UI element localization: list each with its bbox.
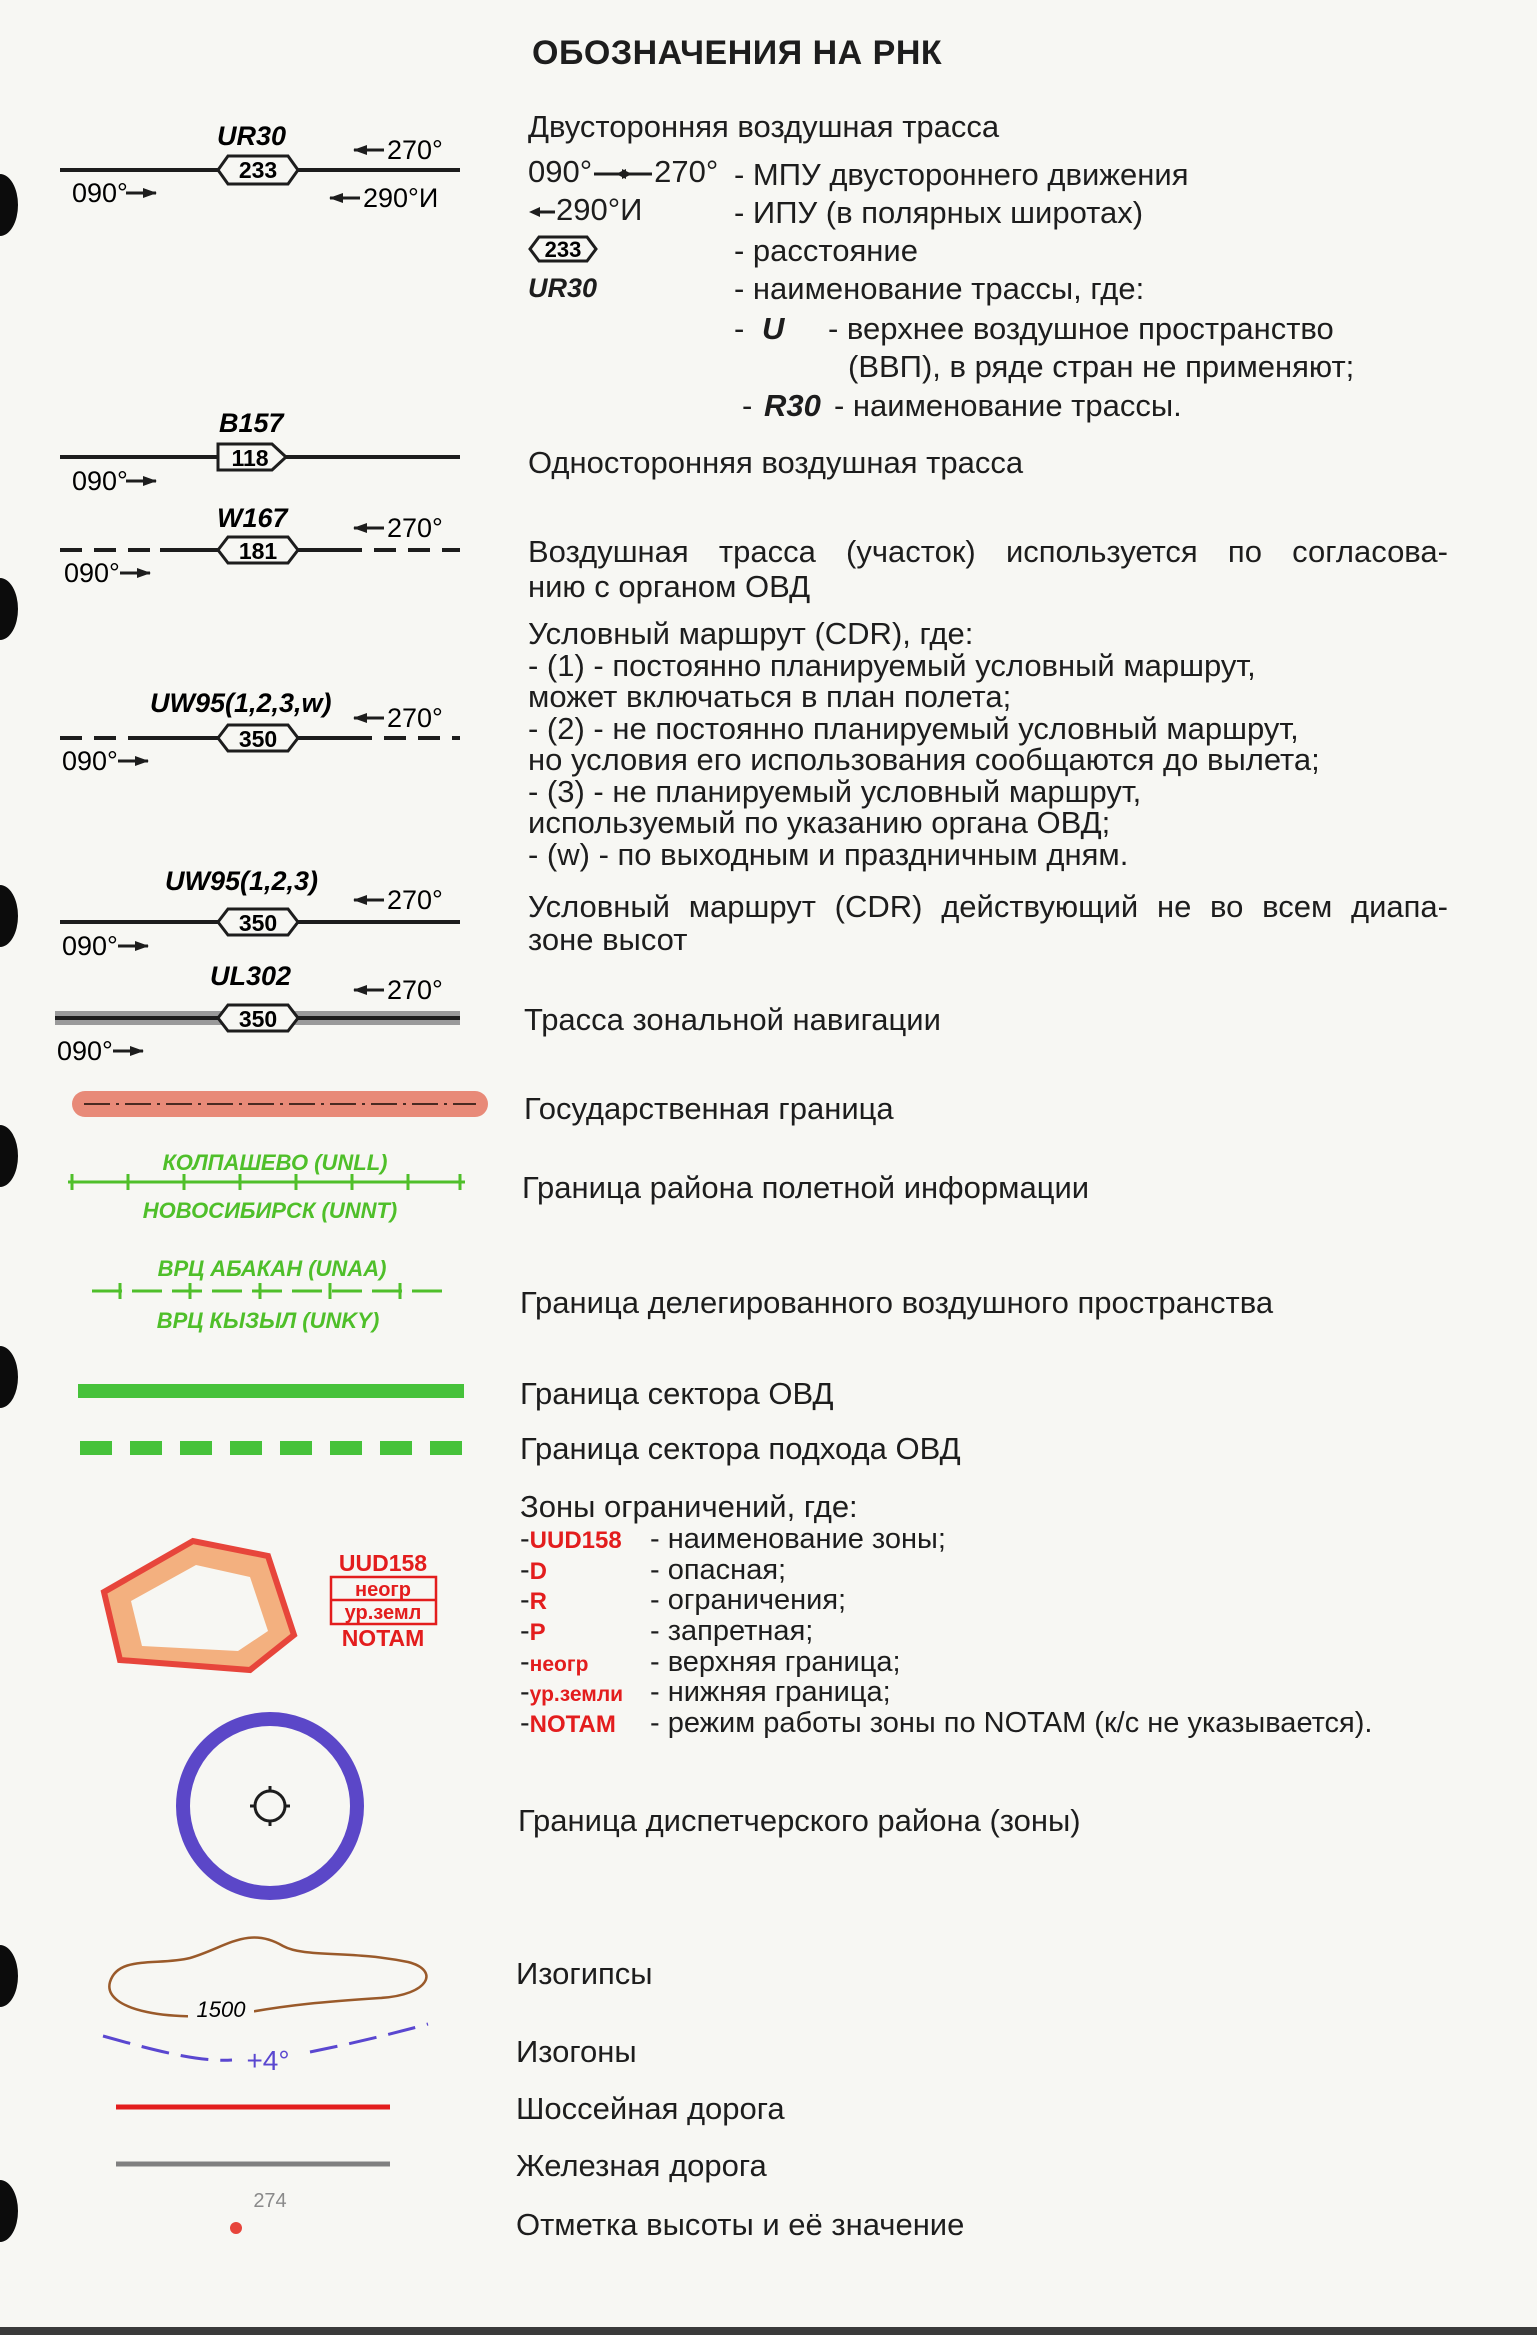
legend-ipu-text: - ИПУ (в полярных широтах)	[734, 195, 1144, 230]
svg-text:НОВОСИБИРСК (UNNT): НОВОСИБИРСК (UNNT)	[142, 1198, 398, 1223]
symbols-column	[0, 0, 560, 2335]
airway-coord-line1: Воздушная трасса (участок) используется по согласова-	[528, 534, 1448, 569]
sector-boundary-symbol	[78, 1384, 464, 1398]
cdr-partial-line1: Условный маршрут (CDR) действующий не во всем диапа-	[528, 889, 1448, 924]
svg-text:UL302: UL302	[210, 961, 292, 991]
svg-text:350: 350	[238, 726, 278, 752]
legend-sub1-key: U	[762, 311, 785, 346]
control-zone-symbol	[183, 1719, 357, 1893]
svg-text:090°: 090°	[62, 746, 118, 776]
airway-coordinated-symbol	[60, 503, 460, 588]
svg-text:NOTAM: NOTAM	[341, 1625, 425, 1651]
rnav-text: Трасса зональной навигации	[524, 1002, 941, 1037]
restricted-legend	[520, 1523, 1373, 1740]
svg-text:270°: 270°	[387, 703, 443, 733]
svg-text:350: 350	[238, 910, 278, 936]
page-bottom-edge	[0, 2327, 1537, 2335]
page-title: ОБОЗНАЧЕНИЯ НА РНК	[532, 34, 943, 72]
state-border-symbol	[72, 1091, 488, 1117]
svg-text:UW95(1,2,3): UW95(1,2,3)	[165, 866, 319, 896]
isogon-symbol	[103, 2024, 428, 2076]
legend-distance-text: - расстояние	[734, 233, 918, 268]
airway-twoway-header: Двусторонняя воздушная трасса	[528, 109, 1000, 144]
svg-text:090°: 090°	[57, 1036, 113, 1066]
svg-text:090°: 090°	[72, 466, 128, 496]
svg-text:UUD158: UUD158	[338, 1550, 428, 1576]
svg-text:270°: 270°	[387, 885, 443, 915]
restricted-header: Зоны ограничений, где:	[520, 1489, 858, 1524]
distance-label: 233	[238, 157, 278, 183]
isogons-text: Изогоны	[516, 2034, 637, 2069]
svg-text:233: 233	[544, 237, 582, 262]
legend-sub1-line2: (ВВП), в ряде стран не применяют;	[848, 349, 1355, 384]
restricted-legend-row: -NOTAM - режим работы зоны по NOTAM (к/с не указывается).	[520, 1707, 1373, 1740]
ipu: 290°И	[363, 183, 439, 213]
delegated-airspace-symbol	[92, 1256, 445, 1333]
restricted-legend-row: -D - опасная;	[520, 1553, 787, 1586]
airway-twoway-symbol	[60, 121, 460, 213]
approach-sector-text: Граница сектора подхода ОВД	[520, 1431, 961, 1466]
mpu-back: 270°	[387, 135, 443, 165]
fir-text: Граница района полетной информации	[522, 1170, 1090, 1205]
mpu-forward: 090°	[72, 178, 128, 208]
restricted-zone-symbol	[104, 1541, 436, 1670]
svg-text:ВРЦ АБАКАН (UNAA): ВРЦ АБАКАН (UNAA)	[157, 1256, 387, 1281]
distance-box-icon	[528, 234, 598, 264]
rnav-symbol	[55, 961, 460, 1066]
svg-text:ур.земл: ур.земл	[344, 1602, 422, 1624]
legend-route-key: UR30	[528, 273, 598, 303]
airway-oneway-symbol	[60, 408, 460, 496]
page-number: 274	[253, 2190, 287, 2212]
svg-text:090°: 090°	[62, 931, 118, 961]
arrow-left-icon	[528, 204, 556, 220]
ctr-text: Граница диспетчерского района (зоны)	[518, 1803, 1081, 1838]
sector-text: Граница сектора ОВД	[520, 1376, 834, 1411]
fir-boundary-symbol	[68, 1150, 465, 1223]
legend-route-text: - наименование трассы, где:	[734, 271, 1145, 306]
svg-text:181: 181	[238, 538, 278, 564]
legend-distance-key	[528, 234, 598, 269]
railway-text: Железная дорога	[516, 2148, 767, 2183]
svg-text:W167: W167	[217, 503, 288, 533]
double-arrow-icon	[592, 166, 654, 182]
highway-text: Шоссейная дорога	[516, 2091, 785, 2126]
restricted-legend-row: -ур.земли - нижняя граница;	[520, 1676, 891, 1709]
legend-sub-dash: -	[734, 311, 745, 346]
svg-text:270°: 270°	[387, 975, 443, 1005]
svg-text:ВРЦ КЫЗЫЛ (UNKY): ВРЦ КЫЗЫЛ (UNKY)	[156, 1308, 380, 1333]
svg-text:270°: 270°	[387, 513, 443, 543]
svg-text:КОЛПАШЕВО (UNLL): КОЛПАШЕВО (UNLL)	[162, 1150, 388, 1175]
state-border-text: Государственная граница	[524, 1091, 894, 1126]
contour-symbol	[109, 1937, 426, 2022]
restricted-legend-row: -неогр - верхняя граница;	[520, 1645, 901, 1678]
cdr-partial-line2: зоне высот	[528, 922, 688, 957]
legend-sub1-line1: - верхнее воздушное пространство	[828, 311, 1334, 346]
restricted-legend-row: -UUD158 - наименование зоны;	[520, 1523, 946, 1555]
contours-text: Изогипсы	[516, 1956, 653, 1991]
airway-oneway-text: Односторонняя воздушная трасса	[528, 445, 1024, 480]
route-name: UR30	[217, 121, 287, 151]
legend-mpu-key: 090° 270°	[528, 154, 719, 189]
svg-text:UW95(1,2,3,w): UW95(1,2,3,w)	[150, 688, 332, 718]
restricted-legend-row: -R - ограничения;	[520, 1584, 847, 1617]
legend-mpu-text: - МПУ двустороннего движения	[734, 157, 1189, 192]
svg-text:неогр: неогр	[355, 1579, 411, 1601]
svg-text:1500: 1500	[196, 1997, 246, 2022]
legend-sub2-key: R30	[764, 388, 821, 423]
cdr-description: Условный маршрут (CDR), где: - (1) - постоянно планируемый условный маршрут, может включаться в план полета; - (2) - не постоянно планируемый условный маршрут, но условия его использования сообщаются до вылета; - (3) - не планируемый условный маршрут, используемый по указанию органа ОВД; - (w) - по выходным и праздничным дням.	[528, 616, 1320, 872]
svg-text:+4°: +4°	[246, 2045, 290, 2076]
delegated-text: Граница делегированного воздушного пространства	[520, 1285, 1274, 1320]
svg-text:B157: B157	[219, 408, 284, 438]
svg-text:118: 118	[231, 445, 269, 471]
spot-elevation-dot	[230, 2222, 242, 2234]
svg-text:090°: 090°	[64, 558, 120, 588]
airway-coord-line2: нию с органом ОВД	[528, 569, 811, 604]
cdr-partial-symbol	[60, 866, 460, 961]
cdr-symbol	[60, 688, 460, 776]
legend-ipu-key: 290°И	[528, 193, 642, 226]
restricted-legend-row: -P - запретная;	[520, 1615, 814, 1648]
legend-sub-dash: -	[742, 388, 753, 423]
spot-elevation-text: Отметка высоты и её значение	[516, 2207, 965, 2242]
legend-sub2-text: - наименование трассы.	[834, 388, 1182, 423]
svg-text:350: 350	[238, 1006, 278, 1032]
